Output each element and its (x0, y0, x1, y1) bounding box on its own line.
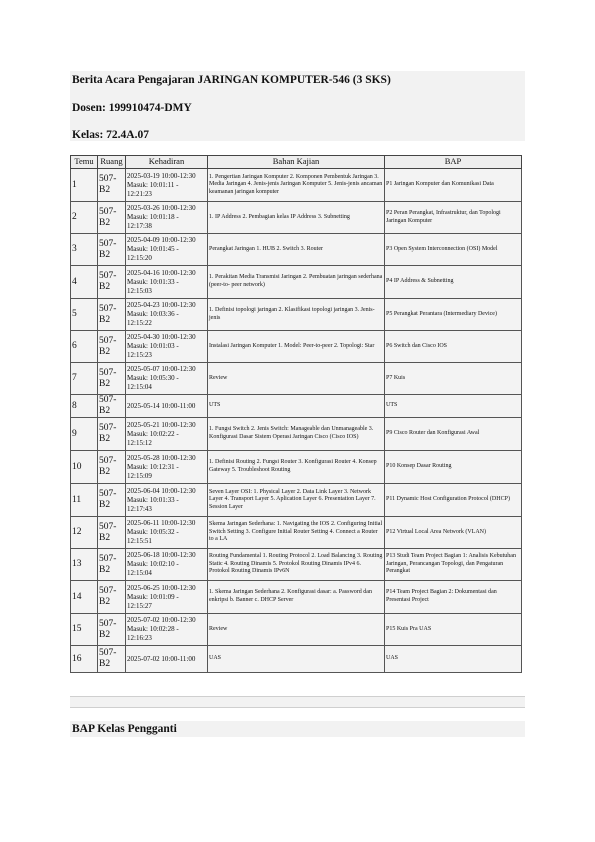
table-row (71, 266, 522, 299)
room-cell: 507-B2 (98, 331, 126, 363)
spacer-band (70, 697, 525, 707)
attendance-checkout: 12:15:51 (127, 537, 152, 545)
col-header-ruang: Ruang (98, 156, 126, 169)
attendance-checkin: Masuk: 10:05:30 - (127, 374, 179, 382)
attendance-checkin: Masuk: 10:05:32 - (127, 528, 179, 536)
room-cell: 507-B2 (98, 234, 126, 266)
attendance-checkout: 12:15:04 (127, 383, 152, 391)
attendance-checkin: Masuk: 10:12:31 - (127, 462, 179, 471)
attendance-schedule: 2025-05-28 10:00-12:30 (127, 453, 196, 462)
material-cell: Instalasi Jaringan Komputer 1. Model: Peer-to-peer 2. Topologi: Star (208, 331, 385, 363)
attendance-schedule: 2025-03-26 10:00-12:30 (127, 204, 196, 212)
attendance-cell (126, 418, 208, 451)
table-row (71, 395, 522, 418)
bap-cell: UTS (385, 395, 522, 418)
attendance-checkout: 12:15:03 (127, 286, 152, 295)
attendance-schedule: 2025-06-18 10:00-12:30 (127, 551, 196, 559)
bap-cell: P14 Team Project Bagian 2: Dokumentasi dan Presentasi Project (385, 581, 522, 614)
room-cell: 507-B2 (98, 517, 126, 549)
bap-cell: P9 Cisco Router dan Konfigurasi Awal (385, 418, 522, 451)
meeting-number: 11 (71, 484, 98, 517)
material-cell: Review (208, 363, 385, 395)
col-header-temu: Temu (71, 156, 98, 169)
page-title: Berita Acara Pengajaran JARINGAN KOMPUTER-546 (3 SKS) (72, 74, 391, 86)
room-cell: 507-B2 (98, 418, 126, 451)
table-row (71, 549, 522, 581)
attendance-checkout: 12:17:43 (127, 504, 152, 513)
meeting-number: 3 (71, 234, 98, 266)
room-cell: 507-B2 (98, 451, 126, 484)
attendance-checkin: Masuk: 10:01:45 - (127, 245, 179, 253)
room-cell: 507-B2 (98, 266, 126, 299)
col-header-kehadiran: Kehadiran (126, 156, 208, 169)
attendance-checkout: 12:16:23 (127, 634, 152, 642)
material-cell: 1. Skema Jaringan Sederhana 2. Konfigurasi dasar: a. Password dan enkripsi b. Banner c. DHCP Server (208, 581, 385, 614)
attendance-schedule: 2025-05-07 10:00-12:30 (127, 365, 196, 373)
attendance-schedule: 2025-05-14 10:00-11:00 (127, 401, 196, 410)
attendance-checkout: 12:15:09 (127, 471, 152, 480)
material-cell: Skema Jaringan Sederhana: 1. Navigating the IOS 2. Configuring Initial Switch Setting 3. Configure Initial Router Setting 4. Connect a Router to a LA (208, 517, 385, 549)
divider (70, 707, 525, 708)
attendance-cell (126, 517, 208, 549)
meeting-number: 10 (71, 451, 98, 484)
bap-cell: P2 Peran Perangkat, Infrastruktur, dan Topologi Jaringan Komputer (385, 202, 522, 234)
room-cell: 507-B2 (98, 614, 126, 646)
table-row (71, 451, 522, 484)
attendance-schedule: 2025-03-19 10:00-12:30 (127, 171, 196, 180)
table-row (71, 363, 522, 395)
meeting-number: 6 (71, 331, 98, 363)
bap-cell: P10 Konsep Dasar Routing (385, 451, 522, 484)
attendance-schedule: 2025-06-04 10:00-12:30 (127, 486, 196, 495)
attendance-schedule: 2025-04-16 10:00-12:30 (127, 268, 196, 277)
bap-cell: P11 Dynamic Host Configuration Protocol (DHCP) (385, 484, 522, 517)
attendance-cell (126, 549, 208, 581)
meeting-number: 13 (71, 549, 98, 581)
bap-cell: P5 Perangkat Perantara (Intermediary Device) (385, 299, 522, 331)
material-cell: UTS (208, 395, 385, 418)
attendance-checkout: 12:15:04 (127, 569, 152, 577)
material-cell: 1. IP Address 2. Pembagian kelas IP Address 3. Subnetting (208, 202, 385, 234)
table-row (71, 418, 522, 451)
attendance-schedule: 2025-07-02 10:00-11:00 (127, 654, 196, 663)
attendance-checkout: 12:21:23 (127, 189, 152, 198)
table-row (71, 614, 522, 646)
attendance-checkout: 12:15:22 (127, 319, 152, 327)
bap-cell: P6 Switch dan Cisco IOS (385, 331, 522, 363)
bap-cell: P13 Studi Team Project Bagian 1: Analisis Kebutuhan Jaringan, Perancangan Topologi, dan Pengaturan Perangkat (385, 549, 522, 581)
material-cell: 1. Definisi Routing 2. Fungsi Router 3. Konfigurasi Router 4. Konsep Gateway 5. Troubleshoot Routing (208, 451, 385, 484)
material-cell: 1. Perakitan Media Transmisi Jaringan 2. Pembuatan jaringan sederhana (peer-to- peer network) (208, 266, 385, 299)
bap-cell: P7 Kuis (385, 363, 522, 395)
table-row (71, 234, 522, 266)
table-row (71, 484, 522, 517)
table-body (71, 169, 522, 673)
attendance-cell (126, 581, 208, 614)
attendance-cell (126, 169, 208, 202)
attendance-checkout: 12:17:38 (127, 222, 152, 230)
attendance-checkin: Masuk: 10:01:33 - (127, 495, 179, 504)
attendance-checkout: 12:15:20 (127, 254, 152, 262)
attendance-checkout: 12:15:27 (127, 601, 152, 610)
attendance-cell (126, 646, 208, 673)
attendance-cell (126, 331, 208, 363)
material-cell: UAS (208, 646, 385, 673)
attendance-cell (126, 363, 208, 395)
attendance-checkin: Masuk: 10:01:11 - (127, 180, 179, 189)
material-cell: Routing Fundamental 1. Routing Protocol 2. Load Balancing 3. Routing Static 4. Routing Dinamis 5. Protokol Routing Dinamis IPv4 6. Protokol Routing Dinamis IPv6N (208, 549, 385, 581)
attendance-schedule: 2025-04-30 10:00-12:30 (127, 333, 196, 341)
material-cell: 1. Definisi topologi jaringan 2. Klasifikasi topologi jaringan 3. Jenis-jenis (208, 299, 385, 331)
room-cell: 507-B2 (98, 646, 126, 673)
meeting-number: 16 (71, 646, 98, 673)
attendance-schedule: 2025-04-09 10:00-12:30 (127, 236, 196, 244)
attendance-cell (126, 266, 208, 299)
meeting-number: 14 (71, 581, 98, 614)
attendance-checkout: 12:15:12 (127, 438, 152, 447)
bap-cell: P3 Open System Interconnection (OSI) Model (385, 234, 522, 266)
meeting-number: 8 (71, 395, 98, 418)
table-row (71, 202, 522, 234)
room-cell: 507-B2 (98, 581, 126, 614)
table-row (71, 331, 522, 363)
material-cell: 1. Fungsi Switch 2. Jenis Switch: Manageable dan Unmanageable 3. Konfigurasi Dasar Sistem Operasi Jaringan Cisco (Cisco IOS) (208, 418, 385, 451)
table-row (71, 581, 522, 614)
attendance-cell (126, 614, 208, 646)
material-cell: Review (208, 614, 385, 646)
attendance-schedule: 2025-05-21 10:00-12:30 (127, 420, 196, 429)
col-header-bap: BAP (385, 156, 522, 169)
attendance-cell (126, 234, 208, 266)
attendance-schedule: 2025-06-11 10:00-12:30 (127, 519, 196, 527)
table-header-row (71, 156, 522, 169)
attendance-checkin: Masuk: 10:01:09 - (127, 592, 179, 601)
meeting-number: 2 (71, 202, 98, 234)
attendance-cell (126, 395, 208, 418)
attendance-schedule: 2025-04-23 10:00-12:30 (127, 301, 196, 309)
attendance-checkin: Masuk: 10:01:33 - (127, 277, 179, 286)
bap-cell: P15 Kuis Pra UAS (385, 614, 522, 646)
bap-cell: P1 Jaringan Komputer dan Komunikasi Data (385, 169, 522, 202)
meeting-number: 7 (71, 363, 98, 395)
material-cell: 1. Pengertian Jaringan Komputer 2. Komponen Pembentuk Jaringan 3. Media Jaringan 4. Jenis-jenis Jaringan Komputer 5. Jenis-jenis ancaman keamanan jaringan komputer (208, 169, 385, 202)
attendance-checkin: Masuk: 10:03:36 - (127, 310, 179, 318)
meeting-number: 12 (71, 517, 98, 549)
material-cell: Perangkat Jaringan 1. HUB 2. Switch 3. Router (208, 234, 385, 266)
meeting-number: 1 (71, 169, 98, 202)
meeting-number: 5 (71, 299, 98, 331)
col-header-bahan-kajian: Bahan Kajian (208, 156, 385, 169)
table-row (71, 646, 522, 673)
attendance-checkin: Masuk: 10:02:22 - (127, 429, 179, 438)
table-row (71, 517, 522, 549)
attendance-cell (126, 299, 208, 331)
bap-cell: P4 IP Address & Subnetting (385, 266, 522, 299)
bap-cell: UAS (385, 646, 522, 673)
attendance-checkin: Masuk: 10:01:18 - (127, 213, 179, 221)
room-cell: 507-B2 (98, 549, 126, 581)
room-cell: 507-B2 (98, 169, 126, 202)
room-cell: 507-B2 (98, 395, 126, 418)
table-row (71, 169, 522, 202)
room-cell: 507-B2 (98, 299, 126, 331)
room-cell: 507-B2 (98, 484, 126, 517)
attendance-schedule: 2025-06-25 10:00-12:30 (127, 583, 196, 592)
lecturer-label: Dosen: 199910474-DMY (72, 102, 192, 114)
bap-table (70, 155, 522, 673)
room-cell: 507-B2 (98, 202, 126, 234)
attendance-checkout: 12:15:23 (127, 351, 152, 359)
attendance-cell (126, 451, 208, 484)
meeting-number: 9 (71, 418, 98, 451)
attendance-checkin: Masuk: 10:02:10 - (127, 560, 179, 568)
attendance-checkin: Masuk: 10:02:28 - (127, 625, 179, 633)
attendance-cell (126, 202, 208, 234)
material-cell: Seven Layer OSI: 1. Physical Layer 2. Data Link Layer 3. Network Layer 4. Transport Layer 5. Aplication Layer 6. Presentation Layer 7. Session Layer (208, 484, 385, 517)
attendance-cell (126, 484, 208, 517)
bap-cell: P12 Virtual Local Area Network (VLAN) (385, 517, 522, 549)
attendance-checkin: Masuk: 10:01:03 - (127, 342, 179, 350)
attendance-schedule: 2025-07-02 10:00-12:30 (127, 616, 196, 624)
class-label: Kelas: 72.4A.07 (72, 129, 149, 141)
replacement-class-title: BAP Kelas Pengganti (72, 723, 177, 735)
room-cell: 507-B2 (98, 363, 126, 395)
meeting-number: 4 (71, 266, 98, 299)
meeting-number: 15 (71, 614, 98, 646)
table-row (71, 299, 522, 331)
